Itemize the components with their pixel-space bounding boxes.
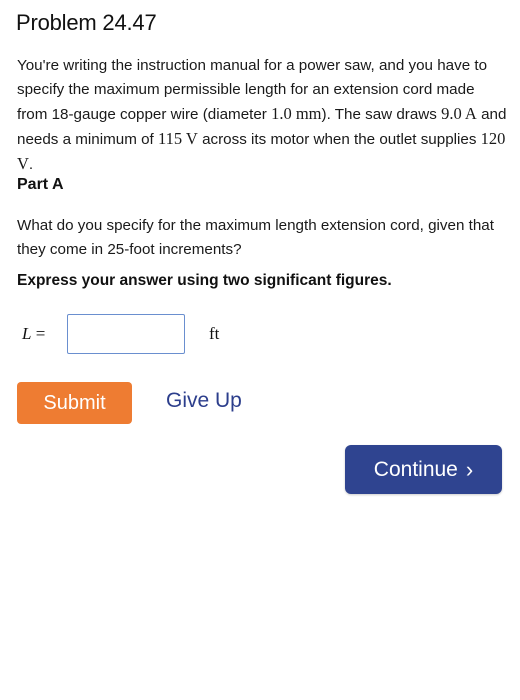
problem-text-part: and needs a minimum of [17, 106, 507, 148]
diameter-value: 1.0 mm [271, 104, 322, 123]
outlet-voltage-value: 120 V [17, 129, 506, 173]
problem-text-part: . [28, 156, 34, 173]
problem-title: Problem 24.47 [16, 10, 157, 35]
problem-text-part: ). The saw draws [321, 106, 442, 123]
part-question: What do you specify for the maximum length extension cord, given that they come in 25-foot increments? [17, 217, 494, 258]
answer-instruction: Express your answer using two significant figures. [17, 272, 392, 289]
min-voltage-value: 115 V [157, 129, 198, 148]
continue-label: Continue [373, 457, 458, 481]
problem-text-part: across its motor when the outlet supplies [197, 131, 481, 148]
continue-button[interactable] [345, 445, 502, 494]
answer-input[interactable] [67, 314, 185, 354]
answer-unit: ft [209, 324, 220, 343]
answer-variable: L [22, 324, 32, 343]
problem-statement [17, 54, 509, 177]
chevron-right-icon: › [465, 456, 474, 482]
give-up-link[interactable]: Give Up [166, 389, 242, 412]
answer-equals: = [31, 324, 46, 343]
part-label: Part A [17, 176, 64, 193]
problem-text-part: You're writing the instruction manual for a power saw, and you have to specify the maximum permissible length for an extension cord made from 18-gauge copper wire (diameter [17, 57, 488, 123]
submit-button[interactable]: Submit [17, 382, 132, 424]
current-value: 9.0 A [441, 104, 477, 123]
answer-label [22, 324, 45, 344]
